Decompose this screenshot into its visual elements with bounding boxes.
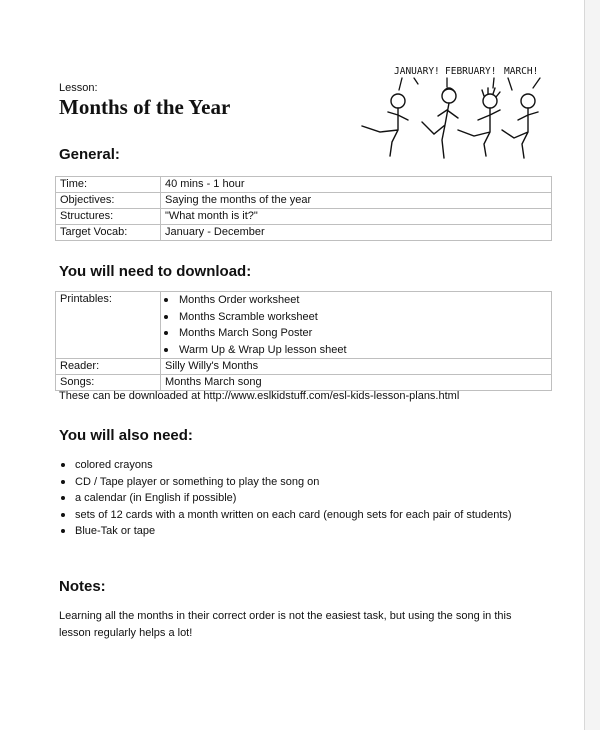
general-heading: General:	[59, 146, 120, 163]
reader-value: Silly Willy's Months	[161, 359, 552, 375]
download-table	[55, 291, 552, 391]
time-value: 40 mins - 1 hour	[161, 177, 552, 193]
lesson-label: Lesson:	[59, 82, 98, 94]
notes-text: Learning all the months in their correct order is not the easiest task, but using the song in this lesson regularly helps a lot!	[59, 610, 512, 639]
songs-key: Songs:	[56, 375, 161, 391]
table-row	[56, 177, 552, 193]
list-item: Warm Up & Wrap Up lesson sheet	[161, 342, 547, 359]
speech-bubble-march: MARCH!	[504, 66, 539, 77]
also-need-list	[59, 457, 529, 540]
notes-heading: Notes:	[59, 578, 106, 595]
reader-key: Reader:	[56, 359, 161, 375]
kid-figures	[362, 88, 538, 158]
printables-value	[161, 292, 552, 359]
speech-bubble-february: FEBRUARY!	[445, 66, 497, 77]
table-row	[56, 225, 552, 241]
table-row	[56, 359, 552, 375]
printables-key: Printables:	[56, 292, 161, 359]
general-table	[55, 176, 552, 241]
marching-kids-illustration	[352, 60, 552, 170]
list-item: a calendar (in English if possible)	[59, 490, 529, 507]
objectives-key: Objectives:	[56, 193, 161, 209]
list-item: Months Scramble worksheet	[161, 309, 547, 326]
songs-value: Months March song	[161, 375, 552, 391]
list-item: Months March Song Poster	[161, 325, 547, 342]
speech-bubble-january: JANUARY!	[394, 66, 440, 77]
list-item: colored crayons	[59, 457, 529, 474]
structures-key: Structures:	[56, 209, 161, 225]
list-item: CD / Tape player or something to play the song on	[59, 474, 529, 491]
target-vocab-key: Target Vocab:	[56, 225, 161, 241]
also-need-heading: You will also need:	[59, 427, 193, 444]
structures-value: "What month is it?"	[161, 209, 552, 225]
objectives-value: Saying the months of the year	[161, 193, 552, 209]
list-item: Blue-Tak or tape	[59, 523, 529, 540]
time-key: Time:	[56, 177, 161, 193]
table-row	[56, 193, 552, 209]
list-item: Months Order worksheet	[161, 292, 547, 309]
printables-list	[161, 292, 547, 358]
speech-lines	[399, 78, 540, 90]
page-title: Months of the Year	[59, 95, 231, 119]
list-item: sets of 12 cards with a month written on each card (enough sets for each pair of students)	[59, 507, 529, 524]
table-row	[56, 375, 552, 391]
table-row	[56, 209, 552, 225]
download-heading: You will need to download:	[59, 263, 252, 280]
target-vocab-value: January - December	[161, 225, 552, 241]
download-note: These can be downloaded at http://www.eslkidstuff.com/esl-kids-lesson-plans.html	[59, 390, 460, 402]
table-row	[56, 292, 552, 359]
